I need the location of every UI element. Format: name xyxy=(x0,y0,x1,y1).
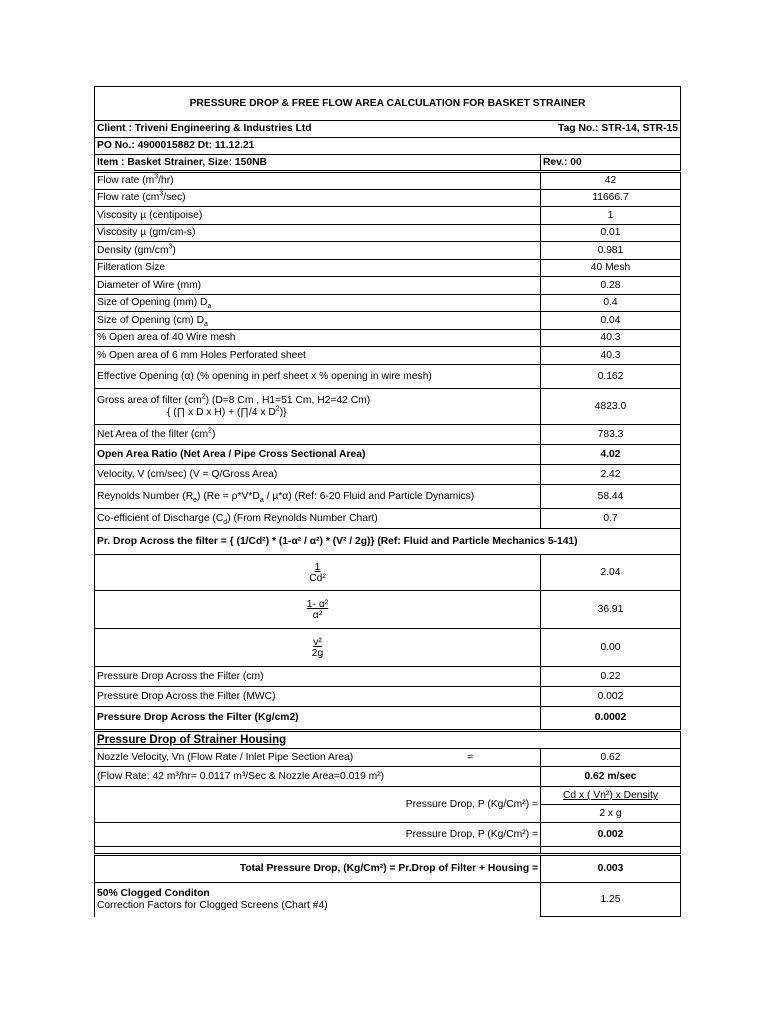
table-row: Velocity, V (cm/sec) (V = Q/Gross Area) 2.42 xyxy=(95,465,681,485)
table-row: Viscosity µ (centipoise) 1 xyxy=(95,207,681,225)
clogged-title: 50% Clogged Conditon xyxy=(97,887,210,899)
table-row: Viscosity µ (gm/cm-s) 0.01 xyxy=(95,225,681,242)
item-description: Item : Basket Strainer, Size: 150NB xyxy=(95,155,541,172)
table-row: Flow rate $(cm^3/\sec)$ 11666.7 xyxy=(95,190,681,207)
clogged-factor-value: 1.25 xyxy=(541,883,681,917)
fraction-one-over-cd: $\frac{1}{\text{Cd²}}$ xyxy=(309,561,326,584)
fraction-alpha: $\frac{\text{1- α²}}{\text{α²}}$ xyxy=(306,598,329,621)
table-row: Net Area of the filter $(cm^2)$ 783.3 xyxy=(95,425,681,445)
housing-section-row xyxy=(95,731,681,749)
client-row xyxy=(95,121,681,138)
gross-area-value: 4823.0 xyxy=(541,389,681,425)
tag-number: Tag No.: STR-14, STR-15 xyxy=(558,123,678,134)
table-row: Nozzle Velocity, Vn (Flow Rate / Inlet Pipe Section Area) = 0.62 xyxy=(95,749,681,767)
net-area-value: 783.3 xyxy=(541,425,681,445)
fraction-row: $\frac{\text{1- α²}}{\text{α²}}$ 36.91 xyxy=(95,591,681,629)
table-row: Pressure Drop Across the Filter (cm) 0.22 xyxy=(95,667,681,687)
table-row: Size of Opening (mm) $D_a$ 0.4 xyxy=(95,295,681,312)
housing-pressure-drop-value: 0.002 xyxy=(541,823,681,847)
reynolds-value: 58.44 xyxy=(541,485,681,509)
total-row: Total Pressure Drop, (Kg/Cm²) = Pr.Drop of Filter + Housing = 0.003 xyxy=(95,855,681,883)
table-row: Gross area of filter $(cm^2)$ (D=8 Cm , H1=51 Cm, H2=42 Cm) { (∏ x D x H) + (∏/4 x $D^2$)} 4823.0 xyxy=(95,389,681,425)
velocity-value: 2.42 xyxy=(541,465,681,485)
table-row: Diameter of Wire (mm) 0.28 xyxy=(95,277,681,295)
table-row: % Open area of 6 mm Holes Perforated sheet 40.3 xyxy=(95,347,681,365)
nozzle-velocity-unit-value: 0.62 m/sec xyxy=(541,767,681,787)
calculation-table xyxy=(94,86,681,917)
table-row: Pressure Drop Across the Filter (Kg/cm2) 0.0002 xyxy=(95,707,681,731)
pressure-drop-formula: Pr. Drop Across the filter = { (1/Cd²) * (1-α² / α²) * (V² / 2g)} (Ref: Fluid and Particle Mechanics 5-141) xyxy=(95,529,681,555)
fraction-row: $\frac{\text{v²}}{2g}$ 0.00 xyxy=(95,629,681,667)
clogged-row xyxy=(95,883,681,917)
fraction-row: $\frac{1}{\text{Cd²}}$ 2.04 xyxy=(95,555,681,591)
sheet-title: PRESSURE DROP & FREE FLOW AREA CALCULATION FOR BASKET STRAINER xyxy=(95,87,681,121)
client-name: Client : Triveni Engineering & Industries Ltd xyxy=(97,123,312,134)
formula-row xyxy=(95,529,681,555)
table-row: Reynolds Number $(R_e) (Re = \rho*V*D_a / \mu*\alpha)$ (Ref: 6-20 Fluid and Particle Dynamics) 58.44 xyxy=(95,485,681,509)
table-row: Size of Opening (cm) $D_a$ 0.04 xyxy=(95,312,681,330)
discharge-value: 0.7 xyxy=(541,509,681,529)
housing-formula-fraction: Cd x ( Vn²) x Density 2 x g xyxy=(541,787,681,823)
table-row: Pressure Drop Across the Filter (MWC) 0.002 xyxy=(95,687,681,707)
table-row: Density $(gm/cm^3)$ 0.981 xyxy=(95,242,681,260)
calculation-sheet xyxy=(94,86,680,917)
table-row: (Flow Rate: 42 m³/hr= 0.0117 m³/Sec & Nozzle Area=0.019 m²) 0.62 m/sec xyxy=(95,767,681,787)
housing-section-title: Pressure Drop of Strainer Housing xyxy=(95,731,681,749)
spacer-row xyxy=(95,847,681,855)
table-row: Pressure Drop, P (Kg/Cm²) = Cd x ( Vn²) x Density 2 x g xyxy=(95,787,681,823)
flow-rate-hr-value: 42 xyxy=(541,172,681,190)
table-row: Filteration Size 40 Mesh xyxy=(95,260,681,277)
total-pressure-drop-value: 0.003 xyxy=(541,855,681,883)
nozzle-velocity-value: 0.62 xyxy=(541,749,681,767)
flow-rate-sec-value: 11666.7 xyxy=(541,190,681,207)
open-area-ratio-value: 4.02 xyxy=(541,445,681,465)
clogged-label: Correction Factors for Clogged Screens (Chart #4) xyxy=(97,899,328,911)
revision: Rev.: 00 xyxy=(541,155,681,172)
title-row xyxy=(95,87,681,121)
table-row: Flow rate $(m^3/hr)$ 42 xyxy=(95,172,681,190)
item-row xyxy=(95,155,681,172)
fraction-velocity: $\frac{\text{v²}}{2g}$ xyxy=(311,636,324,659)
table-row: Effective Opening (α) (% opening in perf sheet x % opening in wire mesh) 0.162 xyxy=(95,365,681,389)
po-number: PO No.: 4900015882 Dt: 11.12.21 xyxy=(95,138,681,155)
po-row xyxy=(95,138,681,155)
table-row: % Open area of 40 Wire mesh 40.3 xyxy=(95,330,681,347)
table-row: Open Area Ratio (Net Area / Pipe Cross Sectional Area) 4.02 xyxy=(95,445,681,465)
table-row: Co-efficient of Discharge $(C_d)$ (From Reynolds Number Chart) 0.7 xyxy=(95,509,681,529)
table-row: Pressure Drop, P (Kg/Cm²) = 0.002 xyxy=(95,823,681,847)
filter-pressure-drop-value: 0.0002 xyxy=(541,707,681,731)
